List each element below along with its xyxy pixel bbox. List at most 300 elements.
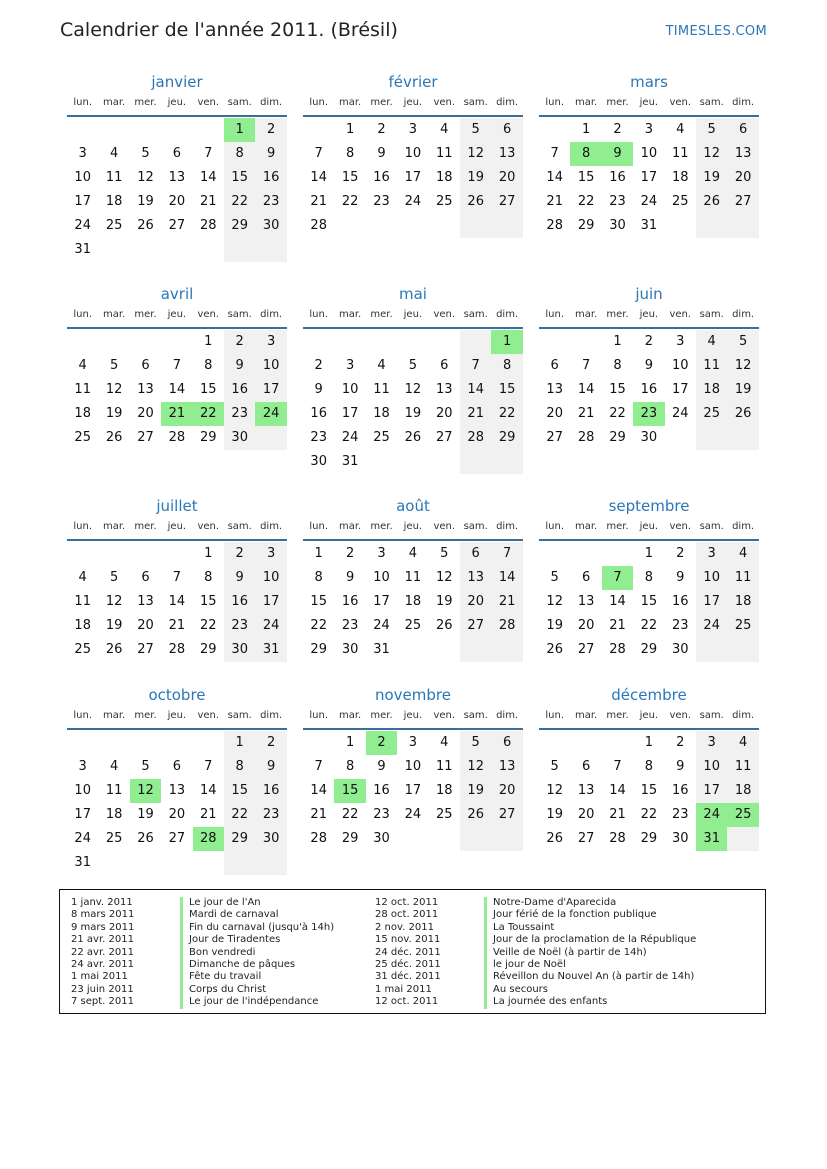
day-cell: 13 [491, 755, 522, 779]
day-cell: 22 [200, 618, 217, 633]
day-cell: 22 [609, 406, 626, 421]
day-cell: 22 [491, 402, 522, 426]
day-cell: 6 [581, 570, 591, 585]
day-cell: 4 [408, 546, 418, 561]
day-cell: 28 [200, 218, 217, 233]
day-cell: 10 [255, 354, 286, 378]
empty-weekend-cell [224, 238, 255, 262]
legend-date: 12 oct. 2011 [375, 897, 439, 908]
day-cell: 18 [436, 783, 453, 798]
day-cell: 21 [577, 406, 595, 421]
day-cell: 12 [696, 142, 727, 166]
weekday-header: lun. [545, 710, 565, 721]
day-cell: 3 [676, 334, 685, 349]
day-cell: 31 [341, 454, 359, 469]
day-cell: 25 [105, 831, 123, 846]
day-cell: 13 [577, 783, 595, 798]
holiday-day-cell: 1 [491, 330, 522, 354]
weekday-header: mer. [370, 521, 393, 532]
day-cell: 30 [310, 454, 327, 469]
day-cell: 26 [460, 803, 491, 827]
day-cell: 6 [550, 358, 559, 373]
day-cell: 20 [137, 406, 154, 421]
weekday-header: dim. [260, 309, 283, 320]
day-cell: 12 [727, 354, 758, 378]
day-cell: 29 [640, 642, 658, 657]
day-cell: 3 [644, 122, 654, 137]
day-cell: 24 [74, 218, 91, 233]
day-cell: 24 [696, 614, 727, 638]
legend-holiday-name: La journée des enfants [484, 996, 607, 1008]
empty-weekend-cell [255, 851, 286, 875]
day-cell: 13 [168, 170, 186, 185]
day-cell: 15 [609, 382, 626, 397]
weekday-header: jeu. [167, 97, 187, 108]
day-cell: 30 [373, 831, 390, 846]
weekday-header: mer. [134, 710, 157, 721]
weekday-header: lun. [545, 521, 565, 532]
month-name: juin [635, 285, 663, 303]
weekday-header: mer. [370, 710, 393, 721]
weekday-header: jeu. [639, 521, 659, 532]
day-cell: 14 [168, 382, 186, 397]
day-cell: 16 [224, 378, 255, 402]
day-cell: 15 [200, 382, 217, 397]
day-cell: 27 [577, 831, 595, 846]
day-cell: 24 [672, 406, 689, 421]
day-cell: 7 [550, 146, 559, 161]
weekday-header: ven. [669, 97, 692, 108]
day-cell: 7 [172, 570, 182, 585]
day-cell: 28 [577, 430, 595, 445]
weekday-header: mer. [370, 97, 393, 108]
day-cell: 1 [204, 334, 213, 349]
day-cell: 5 [109, 570, 119, 585]
day-cell: 11 [436, 759, 453, 774]
weekday-header: ven. [197, 521, 220, 532]
day-cell: 20 [577, 807, 595, 822]
weekday-header: lun. [309, 710, 329, 721]
day-cell: 8 [204, 570, 213, 585]
holiday-day-cell: 24 [696, 803, 727, 827]
legend-holiday-name: Mardi de carnaval [180, 909, 279, 921]
weekday-header: dim. [732, 97, 755, 108]
day-cell: 27 [436, 430, 453, 445]
day-cell: 27 [546, 430, 563, 445]
day-cell: 8 [644, 759, 654, 774]
day-cell: 24 [404, 194, 422, 209]
legend-holiday-name: Corps du Christ [180, 984, 266, 996]
weekday-header: mar. [574, 97, 598, 108]
day-cell: 12 [404, 382, 422, 397]
weekday-header: mer. [606, 97, 629, 108]
day-cell: 21 [609, 618, 626, 633]
day-cell: 14 [200, 783, 217, 798]
day-cell: 16 [373, 783, 390, 798]
day-cell: 18 [74, 618, 91, 633]
day-cell: 25 [436, 194, 453, 209]
day-cell: 6 [440, 358, 449, 373]
weekday-header: mer. [134, 97, 157, 108]
empty-weekend-cell [491, 638, 522, 662]
day-cell: 6 [460, 542, 491, 566]
legend-date: 2 nov. 2011 [375, 921, 434, 933]
day-cell: 5 [408, 358, 418, 373]
day-cell: 19 [436, 594, 453, 609]
day-cell: 9 [377, 146, 386, 161]
weekday-header: sam. [227, 309, 252, 320]
day-cell: 8 [613, 358, 622, 373]
day-cell: 9 [345, 570, 355, 585]
month-name: janvier [151, 73, 203, 91]
weekday-header: ven. [197, 710, 220, 721]
day-cell: 22 [310, 618, 327, 633]
day-cell: 20 [546, 406, 563, 421]
day-cell: 8 [204, 358, 213, 373]
day-cell: 6 [141, 570, 150, 585]
day-cell: 19 [105, 618, 123, 633]
day-cell: 23 [672, 807, 689, 822]
day-cell: 2 [255, 731, 286, 755]
weekday-header: ven. [433, 97, 456, 108]
day-cell: 23 [255, 190, 286, 214]
day-cell: 16 [255, 166, 286, 190]
day-cell: 7 [460, 354, 491, 378]
legend-holiday-name: Le jour de l'indépendance [180, 996, 318, 1008]
month-name: février [388, 73, 438, 91]
day-cell: 26 [460, 190, 491, 214]
day-cell: 4 [109, 146, 119, 161]
day-cell: 10 [404, 759, 422, 774]
legend-date: 8 mars 2011 [71, 909, 135, 921]
day-cell: 21 [609, 807, 626, 822]
weekday-header: dim. [732, 309, 755, 320]
day-cell: 1 [613, 334, 622, 349]
day-cell: 19 [460, 166, 491, 190]
day-cell: 9 [676, 759, 685, 774]
holiday-day-cell: 23 [633, 402, 664, 426]
weekday-header: dim. [496, 710, 519, 721]
day-cell: 4 [440, 735, 449, 750]
weekday-header: lun. [73, 521, 93, 532]
day-cell: 31 [640, 218, 658, 233]
holiday-day-cell: 24 [255, 402, 286, 426]
legend-date: 15 nov. 2011 [375, 934, 441, 946]
day-cell: 30 [609, 218, 626, 233]
day-cell: 5 [460, 731, 491, 755]
day-cell: 19 [105, 406, 123, 421]
day-cell: 28 [310, 831, 327, 846]
day-cell: 13 [460, 566, 491, 590]
day-cell: 25 [74, 642, 91, 657]
day-cell: 26 [546, 642, 563, 657]
day-cell: 9 [224, 566, 255, 590]
day-cell: 7 [204, 759, 213, 774]
day-cell: 6 [727, 118, 758, 142]
day-cell: 31 [74, 855, 91, 870]
weekday-header: jeu. [403, 97, 423, 108]
legend-date: 22 avr. 2011 [71, 946, 134, 958]
legend-date: 1 janv. 2011 [71, 897, 133, 908]
month-name: septembre [608, 497, 690, 515]
weekday-header: dim. [496, 521, 519, 532]
weekday-header: mer. [606, 521, 629, 532]
brand-link[interactable]: TIMESLES.COM [665, 24, 767, 39]
day-cell: 29 [609, 430, 626, 445]
day-cell: 7 [581, 358, 591, 373]
day-cell: 15 [577, 170, 595, 185]
day-cell: 28 [168, 430, 186, 445]
weekday-header: jeu. [167, 521, 187, 532]
empty-weekend-cell [727, 827, 758, 851]
day-cell: 24 [640, 194, 658, 209]
day-cell: 26 [404, 430, 422, 445]
day-cell: 12 [105, 382, 123, 397]
day-cell: 6 [141, 358, 150, 373]
day-cell: 5 [460, 118, 491, 142]
holiday-legend [59, 889, 766, 1014]
day-cell: 30 [255, 214, 286, 238]
weekday-header: jeu. [639, 97, 659, 108]
day-cell: 15 [341, 170, 359, 185]
day-cell: 3 [696, 731, 727, 755]
day-cell: 18 [105, 807, 123, 822]
day-cell: 18 [436, 170, 453, 185]
day-cell: 26 [137, 218, 154, 233]
weekday-header: mer. [370, 309, 393, 320]
day-cell: 29 [640, 831, 658, 846]
weekday-header: ven. [433, 521, 456, 532]
day-cell: 2 [676, 546, 685, 561]
day-cell: 10 [672, 358, 689, 373]
legend-holiday-name: Bon vendredi [180, 947, 255, 959]
day-cell: 22 [341, 807, 359, 822]
day-cell: 17 [640, 170, 658, 185]
day-cell: 14 [310, 170, 327, 185]
holiday-day-cell: 9 [602, 142, 633, 166]
day-cell: 6 [491, 731, 522, 755]
empty-weekend-cell [255, 238, 286, 262]
day-cell: 1 [644, 546, 654, 561]
day-cell: 30 [255, 827, 286, 851]
day-cell: 12 [436, 570, 453, 585]
day-cell: 27 [137, 430, 154, 445]
day-cell: 29 [200, 642, 217, 657]
day-cell: 14 [168, 594, 186, 609]
day-cell: 16 [640, 382, 658, 397]
day-cell: 4 [727, 731, 758, 755]
day-cell: 26 [727, 402, 758, 426]
day-cell: 29 [491, 426, 522, 450]
day-cell: 5 [109, 358, 119, 373]
empty-weekend-cell [224, 851, 255, 875]
day-cell: 4 [377, 358, 386, 373]
day-cell: 9 [255, 755, 286, 779]
day-cell: 10 [255, 566, 286, 590]
weekday-header: sam. [699, 97, 724, 108]
day-cell: 7 [204, 146, 213, 161]
day-cell: 15 [640, 594, 658, 609]
month-name: novembre [375, 686, 451, 704]
month-rule [539, 539, 759, 541]
holiday-day-cell: 31 [696, 827, 727, 851]
weekday-header: mar. [102, 309, 126, 320]
day-cell: 25 [74, 430, 91, 445]
weekday-header: sam. [463, 710, 488, 721]
weekday-header: dim. [732, 521, 755, 532]
day-cell: 4 [696, 330, 727, 354]
empty-weekend-cell [460, 827, 491, 851]
day-cell: 3 [255, 542, 286, 566]
day-cell: 17 [74, 807, 91, 822]
legend-date: 1 mai 2011 [375, 983, 432, 995]
day-cell: 21 [200, 194, 217, 209]
day-cell: 12 [137, 170, 154, 185]
day-cell: 15 [491, 378, 522, 402]
day-cell: 19 [696, 166, 727, 190]
day-cell: 27 [491, 803, 522, 827]
day-cell: 18 [696, 378, 727, 402]
legend-date: 21 avr. 2011 [71, 934, 134, 946]
holiday-day-cell: 28 [193, 827, 224, 851]
holiday-day-cell: 12 [130, 779, 161, 803]
day-cell: 18 [727, 779, 758, 803]
day-cell: 28 [609, 831, 626, 846]
day-cell: 13 [137, 382, 154, 397]
weekday-header: dim. [496, 97, 519, 108]
day-cell: 22 [577, 194, 595, 209]
empty-weekend-cell [696, 214, 727, 238]
day-cell: 17 [404, 783, 422, 798]
day-cell: 28 [609, 642, 626, 657]
day-cell: 26 [436, 618, 453, 633]
weekday-header: lun. [309, 309, 329, 320]
day-cell: 20 [168, 194, 186, 209]
day-cell: 19 [137, 194, 154, 209]
day-cell: 21 [310, 194, 327, 209]
day-cell: 14 [200, 170, 217, 185]
month-rule [303, 327, 523, 329]
holiday-day-cell: 2 [366, 731, 397, 755]
legend-holiday-name: Jour férié de la fonction publique [484, 909, 657, 921]
day-cell: 1 [345, 735, 355, 750]
legend-date: 9 mars 2011 [71, 921, 135, 933]
day-cell: 25 [436, 807, 453, 822]
day-cell: 23 [255, 803, 286, 827]
holiday-day-cell: 21 [161, 402, 192, 426]
weekday-header: ven. [669, 521, 692, 532]
page-title: Calendrier de l'année 2011. (Brésil) [60, 19, 398, 41]
day-cell: 20 [137, 618, 154, 633]
day-cell: 15 [640, 783, 658, 798]
day-cell: 18 [404, 594, 422, 609]
legend-date: 12 oct. 2011 [375, 996, 439, 1008]
day-cell: 23 [672, 618, 689, 633]
day-cell: 11 [696, 354, 727, 378]
day-cell: 9 [377, 759, 386, 774]
weekday-header: dim. [260, 97, 283, 108]
month-rule [67, 327, 287, 329]
day-cell: 9 [224, 354, 255, 378]
day-cell: 13 [727, 142, 758, 166]
holiday-day-cell: 8 [570, 142, 601, 166]
day-cell: 5 [141, 759, 150, 774]
day-cell: 17 [255, 590, 286, 614]
day-cell: 7 [172, 358, 182, 373]
weekday-header: lun. [545, 309, 565, 320]
day-cell: 25 [373, 430, 390, 445]
day-cell: 27 [460, 614, 491, 638]
weekday-header: dim. [260, 710, 283, 721]
legend-holiday-name: Fête du travail [180, 971, 261, 983]
empty-weekend-cell [460, 450, 491, 474]
day-cell: 10 [74, 783, 91, 798]
day-cell: 24 [341, 430, 359, 445]
day-cell: 18 [672, 170, 689, 185]
day-cell: 30 [224, 426, 255, 450]
day-cell: 30 [640, 430, 658, 445]
day-cell: 16 [609, 170, 626, 185]
day-cell: 30 [224, 638, 255, 662]
weekday-header: lun. [309, 521, 329, 532]
day-cell: 25 [105, 218, 123, 233]
weekday-header: lun. [73, 309, 93, 320]
day-cell: 17 [672, 382, 689, 397]
day-cell: 15 [224, 779, 255, 803]
day-cell: 18 [373, 406, 390, 421]
day-cell: 20 [460, 590, 491, 614]
day-cell: 12 [460, 755, 491, 779]
day-cell: 15 [200, 594, 217, 609]
day-cell: 22 [640, 618, 658, 633]
day-cell: 10 [696, 566, 727, 590]
day-cell: 16 [310, 406, 327, 421]
weekday-header: jeu. [167, 309, 187, 320]
day-cell: 2 [676, 735, 685, 750]
day-cell: 29 [224, 827, 255, 851]
day-cell: 21 [460, 402, 491, 426]
day-cell: 3 [408, 735, 418, 750]
day-cell: 10 [696, 755, 727, 779]
day-cell: 11 [105, 783, 123, 798]
month-name: juillet [156, 497, 198, 515]
weekday-header: sam. [227, 710, 252, 721]
day-cell: 14 [460, 378, 491, 402]
day-cell: 5 [440, 546, 449, 561]
day-cell: 9 [644, 358, 654, 373]
empty-weekend-cell [460, 330, 491, 354]
day-cell: 11 [74, 382, 91, 397]
day-cell: 8 [314, 570, 323, 585]
day-cell: 19 [546, 807, 563, 822]
empty-weekend-cell [727, 426, 758, 450]
day-cell: 11 [727, 755, 758, 779]
weekday-header: ven. [433, 309, 456, 320]
day-cell: 28 [546, 218, 563, 233]
day-cell: 17 [341, 406, 359, 421]
holiday-day-cell: 15 [334, 779, 365, 803]
holiday-day-cell: 25 [727, 803, 758, 827]
day-cell: 23 [373, 194, 390, 209]
day-cell: 3 [345, 358, 355, 373]
month-name: octobre [148, 686, 206, 704]
day-cell: 22 [224, 190, 255, 214]
day-cell: 1 [204, 546, 213, 561]
day-cell: 16 [672, 594, 689, 609]
day-cell: 13 [546, 382, 563, 397]
weekday-header: sam. [463, 309, 488, 320]
day-cell: 12 [546, 594, 563, 609]
